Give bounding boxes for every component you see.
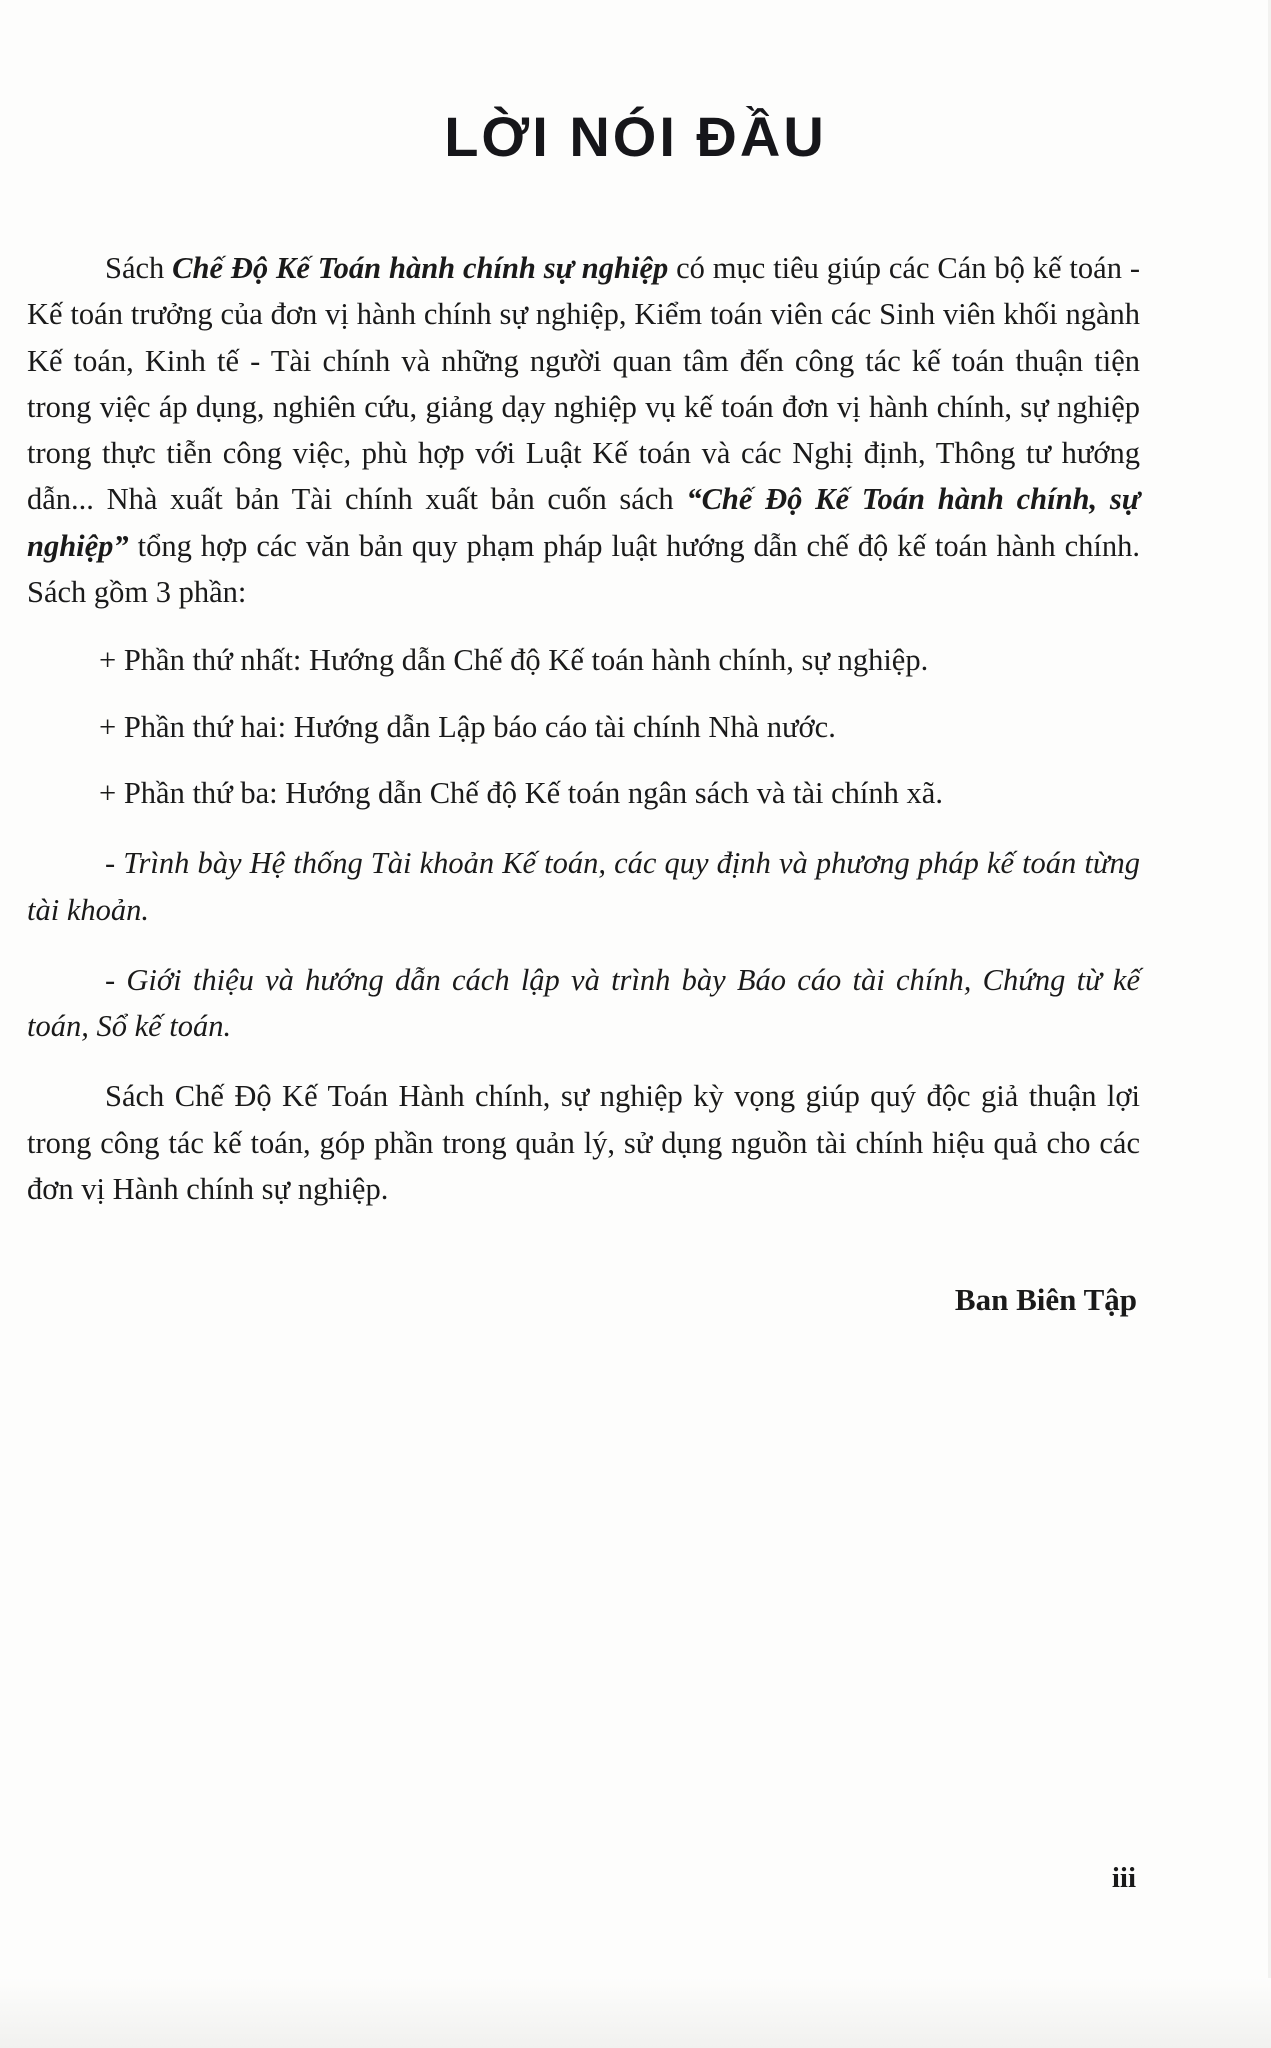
part-item-3: + Phần thứ ba: Hướng dẫn Chế độ Kế toán ngân sách và tài chính xã. <box>99 775 943 810</box>
book-title-emphasis: Chế Độ Kế Toán hành chính sự nghiệp <box>172 251 669 285</box>
signature: Ban Biên Tập <box>954 1282 1137 1317</box>
intro-text-end: tổng hợp các văn bản quy phạm pháp luật hướng dẫn chế độ kế toán hành chính. Sách gồm 3 phần: <box>27 528 1140 610</box>
preface-body <box>27 245 1140 1212</box>
page-number: iii <box>1111 1862 1136 1894</box>
note-reports: - Giới thiệu và hướng dẫn cách lập và trình bày Báo cáo tài chính, Chứng từ kế toán, Sổ kế toán. <box>27 962 1140 1044</box>
intro-paragraph <box>27 245 1140 615</box>
book-title-quoted: “Chế Độ Kế Toán hành chính, sự nghiệp” <box>27 482 1140 563</box>
part-item-2: + Phần thứ hai: Hướng dẫn Lập báo cáo tài chính Nhà nước. <box>99 709 836 744</box>
page-bottom-shadow <box>0 1978 1271 2048</box>
intro-text-start: Sách <box>105 251 173 285</box>
note-accounts: - Trình bày Hệ thống Tài khoản Kế toán, các quy định và phương pháp kế toán từng tài khoản. <box>27 846 1140 927</box>
page-title: LỜI NÓI ĐẦU <box>444 105 827 168</box>
intro-text-middle: có mục tiêu giúp các Cán bộ kế toán - Kế toán trưởng của đơn vị hành chính sự nghiệp, Kiểm toán viên các Sinh viên khối ngành Kế toán, Kinh tế - Tài chính và những người quan tâm đến công tác kế toán thuận tiện trong việc áp dụng, nghiên cứu, giảng dạy nghiệp vụ kế toán đơn vị hành chính, sự nghiệp trong thực tiễn công việc, phù hợp với Luật Kế toán và các Nghị định, Thông tư hướng dẫn... Nhà xuất bản Tài chính xuất bản cuốn sách <box>27 251 1140 517</box>
part-item-1: + Phần thứ nhất: Hướng dẫn Chế độ Kế toán hành chính, sự nghiệp. <box>99 643 929 678</box>
closing-paragraph: Sách Chế Độ Kế Toán Hành chính, sự nghiệp kỳ vọng giúp quý độc giả thuận lợi trong công tác kế toán, góp phần trong quản lý, sử dụng nguồn tài chính hiệu quả cho các đơn vị Hành chính sự nghiệp. <box>27 1079 1140 1207</box>
